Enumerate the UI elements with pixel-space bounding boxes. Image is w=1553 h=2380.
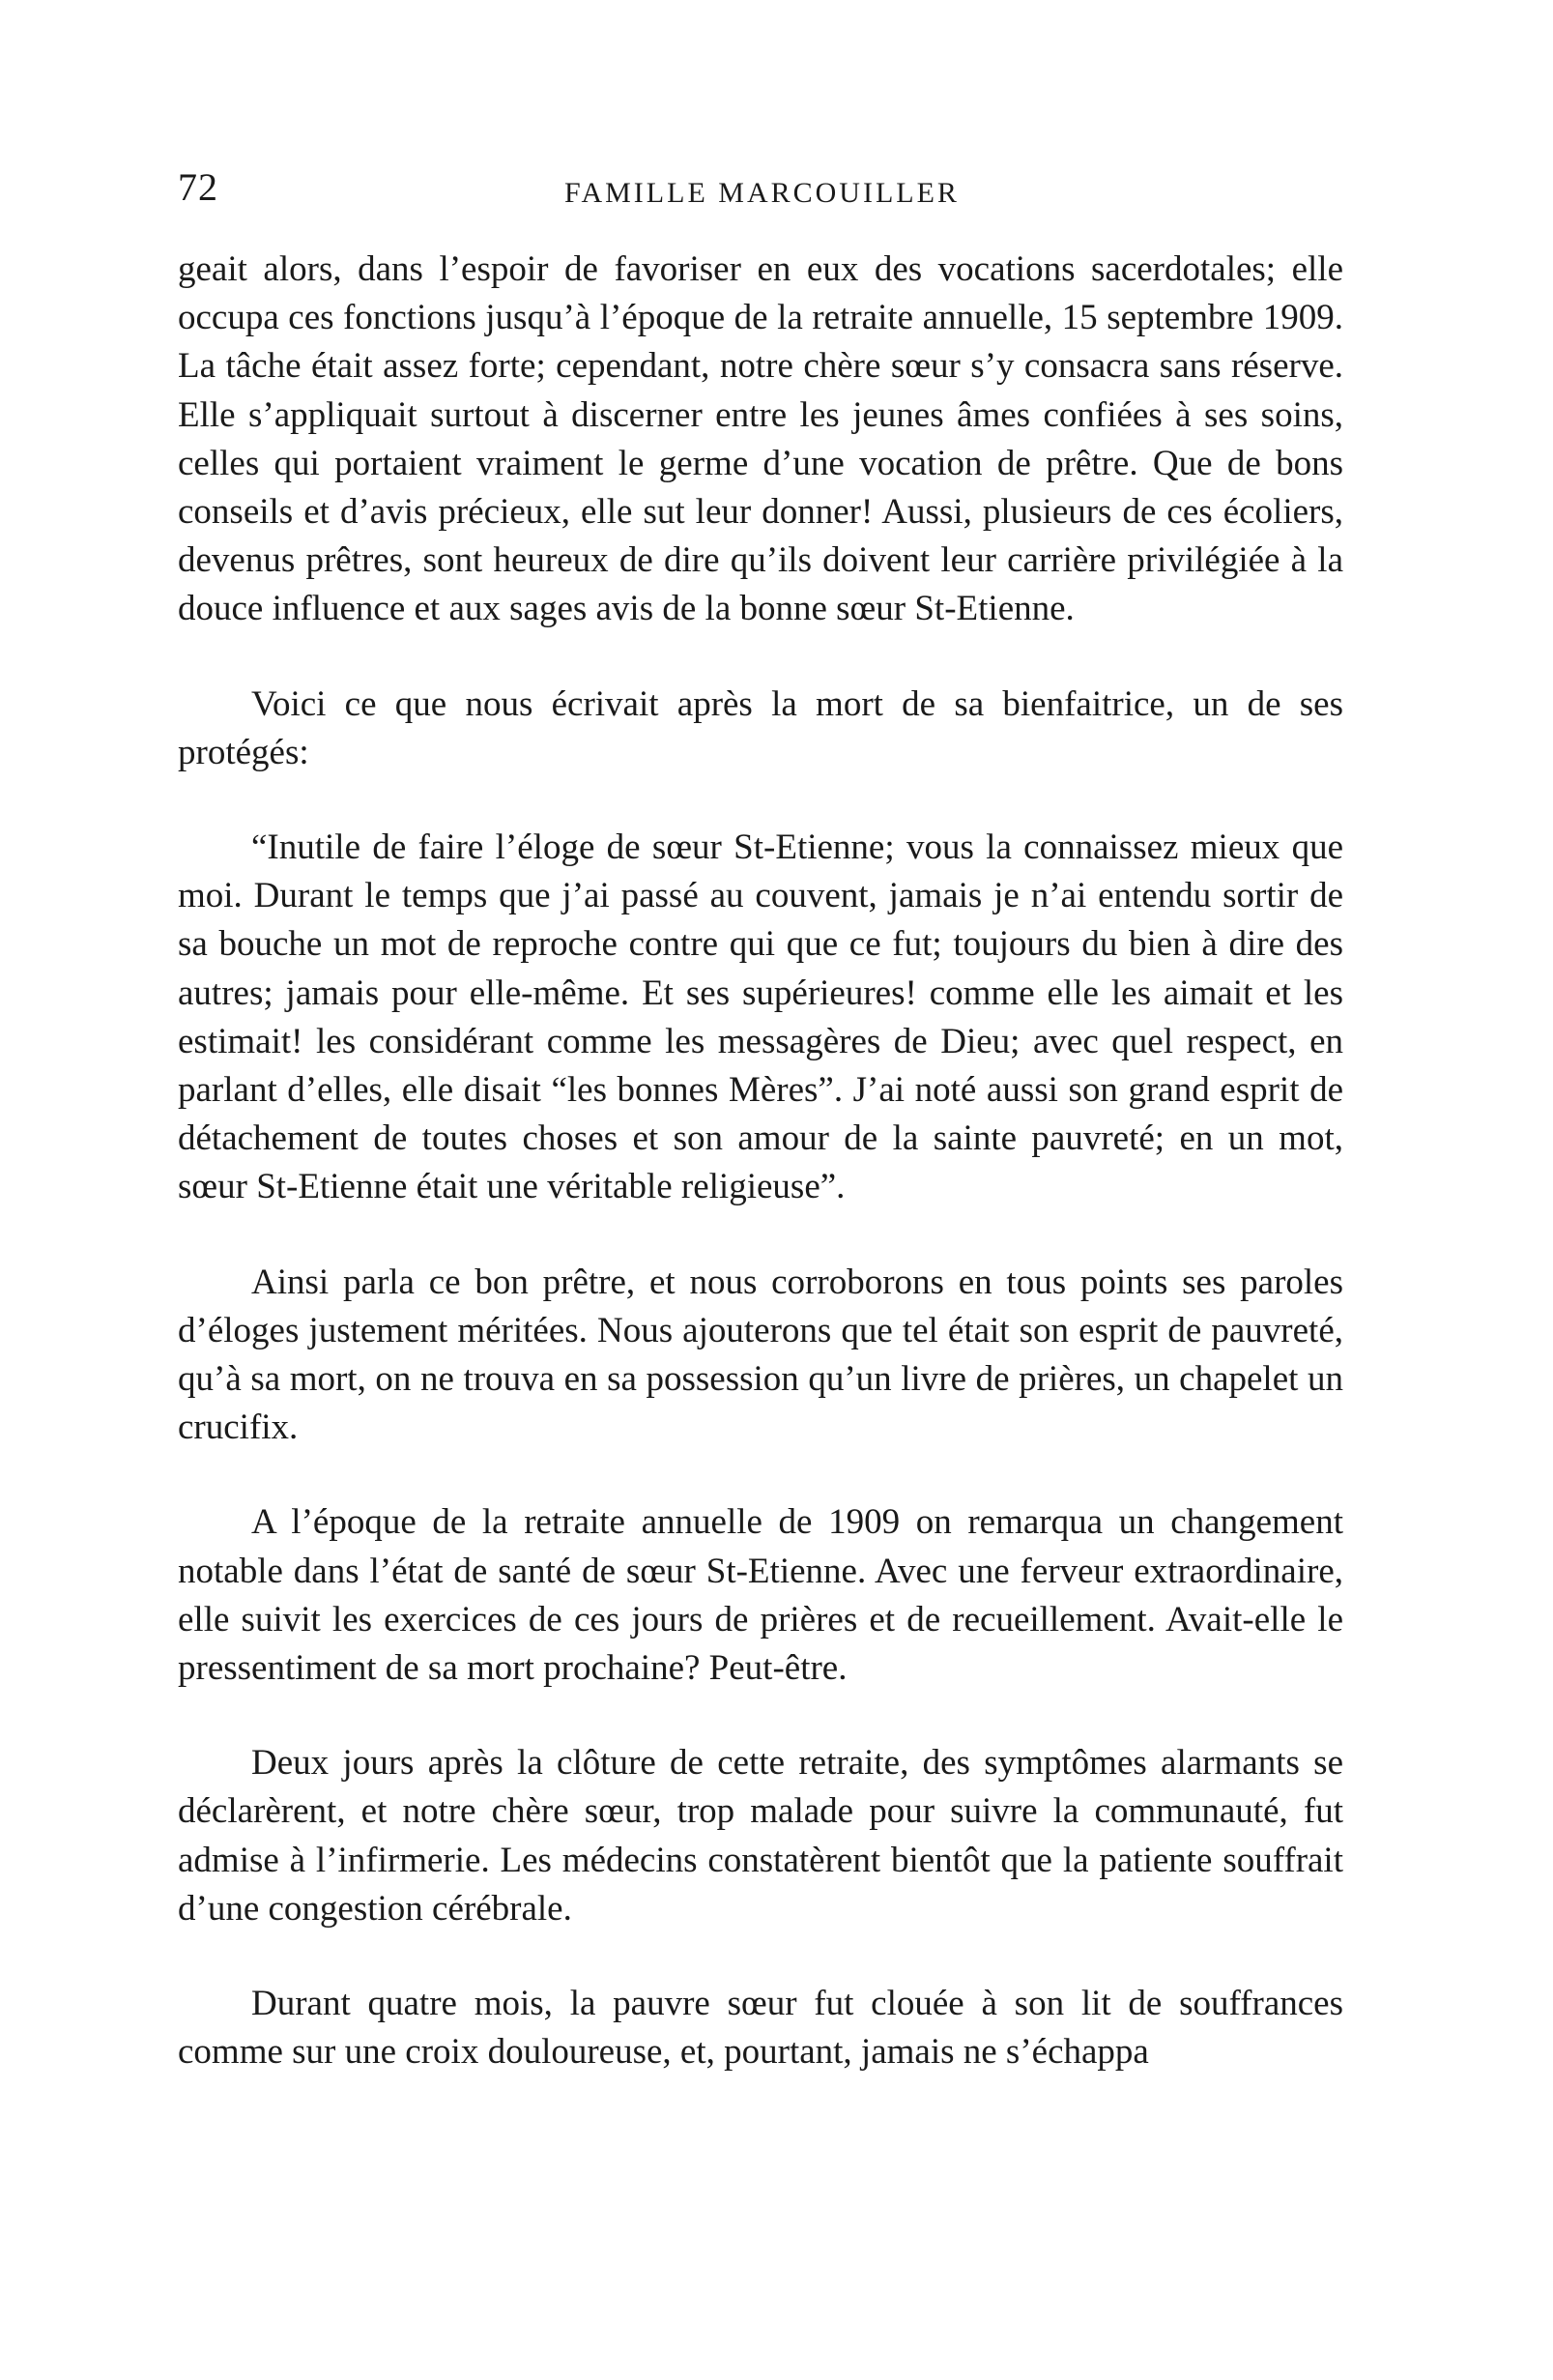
paragraph-suffering: Durant quatre mois, la pauvre sœur fut clouée à son lit de souffrances comme sur une croix douloureuse, et, pourtant, jamais ne s’échappa (178, 1984, 1343, 2073)
page-body (178, 246, 1343, 2077)
running-title: FAMILLE MARCOUILLER (564, 177, 960, 209)
paragraph-illness: Deux jours après la clôture de cette retraite, des symptômes alarmants se déclarèrent, et notre chère sœur, trop malade pour suivre la communauté, fut admise à l’infirmerie. Les médecins constatèrent bientôt que la patiente souffrait d’une congestion cérébrale. (178, 1743, 1343, 1929)
paragraph-retreat: A l’époque de la retraite annuelle de 1909 on remarqua un changement notable dans l’état de santé de sœur St-Etienne. Avec une ferveur extraordinaire, elle suivit les exercices de ces jours de prières et de recueillement. Avait-elle le pressentiment de sa mort prochaine? Peut-être. (178, 1502, 1343, 1689)
paragraph-continuation: geait alors, dans l’espoir de favoriser en eux des vocations sacerdotales; elle occupa ces fonctions jusqu’à l’époque de la retraite annuelle, 15 septembre 1909. La tâche était assez forte; cependant, notre chère sœur s’y consacra sans réserve. Elle s’appliquait surtout à discerner entre les jeunes âmes confiées à ses soins, celles qui portaient vraiment le germe d’une vocation de prêtre. Que de bons conseils et d’avis précieux, elle sut leur donner! Aussi, plusieurs de ces écoliers, devenus prêtres, sont heureux de dire qu’ils doivent leur carrière privilégiée à la douce influence et aux sages avis de la bonne sœur St-Etienne. (178, 249, 1343, 629)
paragraph-quote: “Inutile de faire l’éloge de sœur St-Etienne; vous la connaissez mieux que moi. Durant le temps que j’ai passé au couvent, jamais je n’ai entendu sortir de sa bouche un mot de reproche contre qui que ce fut; toujours du bien à dire des autres; jamais pour elle-même. Et ses supérieures! comme elle les aimait et les estimait! les considérant comme les messagères de Dieu; avec quel respect, en parlant d’elles, elle disait “les bonnes Mères”. J’ai noté aussi son grand esprit de détachement de toutes choses et son amour de la sainte pauvreté; en un mot, sœur St-Etienne était une véritable religieuse”. (178, 827, 1343, 1207)
paragraph-intro-quote: Voici ce que nous écrivait après la mort de sa bienfaitrice, un de ses protégés: (178, 683, 1343, 772)
paragraph-commentary: Ainsi parla ce bon prêtre, et nous corroborons en tous points ses paroles d’éloges justement méritées. Nous ajouterons que tel était son esprit de pauvreté, qu’à sa mort, on ne trouva en sa possession qu’un livre de prières, un chapelet un crucifix. (178, 1262, 1343, 1448)
page-number: 72 (178, 165, 218, 209)
